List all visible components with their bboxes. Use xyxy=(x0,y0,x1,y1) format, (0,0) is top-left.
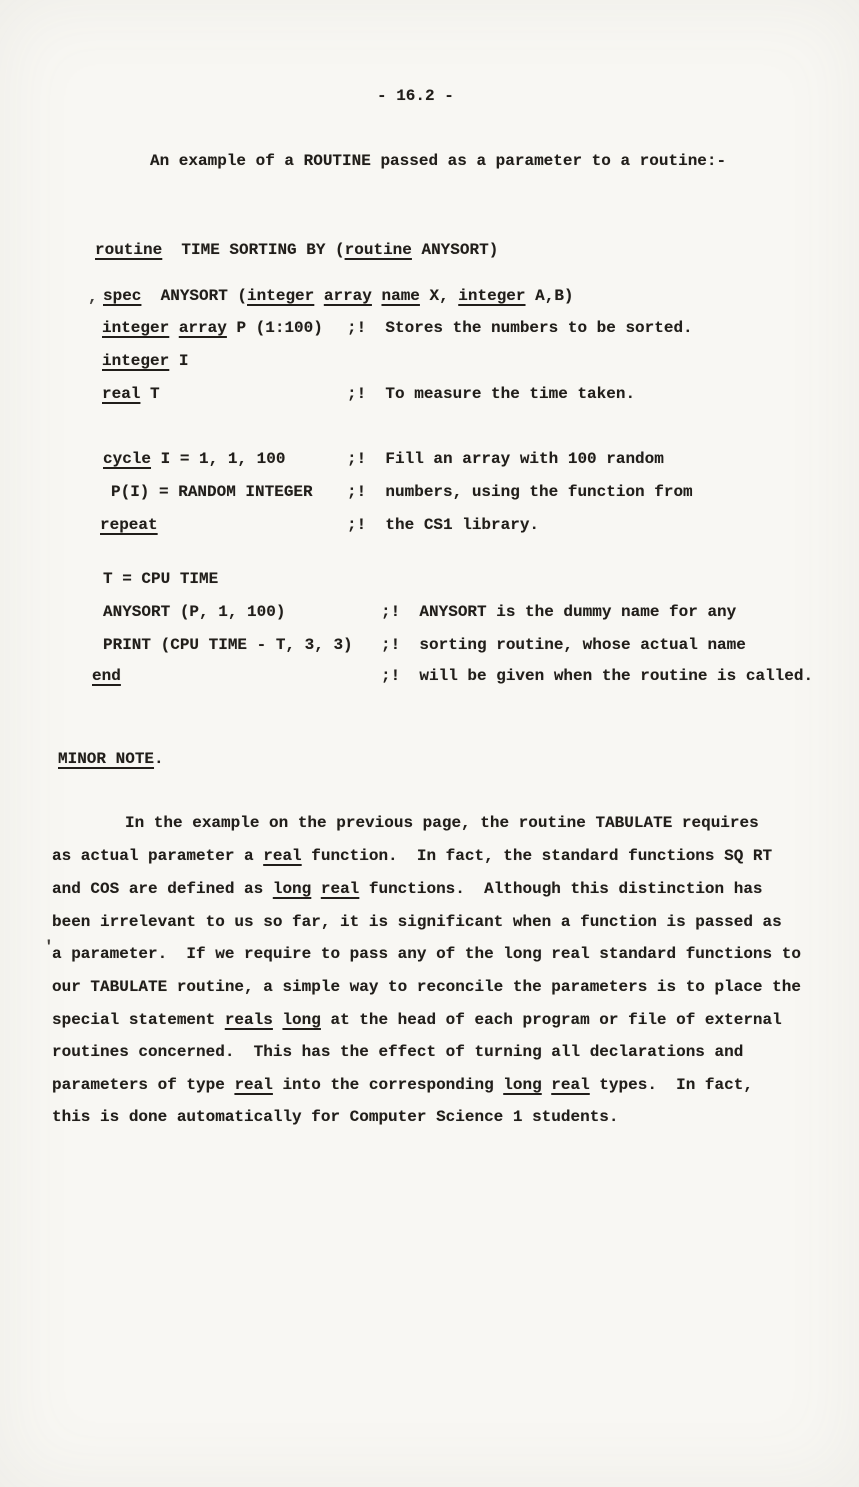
code-line xyxy=(95,240,498,261)
paragraph-line xyxy=(52,977,801,998)
minor-note-heading-text: MINOR NOTE xyxy=(58,750,155,768)
text-segment: ANYSORT (P, 1, 100) xyxy=(103,603,286,621)
code-comment: ;! sorting routine, whose actual name xyxy=(381,636,746,654)
underlined-keyword: long xyxy=(282,1011,321,1029)
underlined-keyword: name xyxy=(381,287,420,305)
code-line xyxy=(103,286,574,307)
paragraph-line xyxy=(52,846,772,867)
underlined-keyword: real xyxy=(551,1076,590,1094)
text-segment: into the corresponding xyxy=(272,1076,504,1094)
text-segment: at the head of each program or file of external xyxy=(320,1011,782,1029)
paragraph-line xyxy=(52,1075,753,1096)
underlined-keyword: array xyxy=(178,319,227,337)
text-segment xyxy=(542,1076,552,1094)
paragraph-line xyxy=(52,879,763,900)
code-comment: ;! will be given when the routine is called. xyxy=(381,667,814,685)
underlined-keyword: long xyxy=(272,880,312,898)
code-line xyxy=(102,318,323,339)
underlined-keyword: end xyxy=(92,667,121,685)
text-segment: X, xyxy=(419,287,459,305)
code-line xyxy=(92,666,121,687)
page-number: - 16.2 - xyxy=(377,87,454,105)
code-line xyxy=(102,384,160,405)
underlined-keyword: repeat xyxy=(100,516,158,534)
code-comment: ;! the CS1 library. xyxy=(347,516,540,534)
text-segment: T xyxy=(140,385,160,403)
text-segment: ANYSORT) xyxy=(411,241,499,259)
paragraph-line xyxy=(52,1107,619,1128)
text-segment: PRINT (CPU TIME - T, 3, 3) xyxy=(103,636,353,654)
text-segment: TIME SORTING BY ( xyxy=(162,241,345,259)
code-comment: ;! numbers, using the function from xyxy=(347,483,693,501)
text-segment: P (1:100) xyxy=(226,319,323,337)
text-segment: A,B) xyxy=(525,287,574,305)
text-segment: T = CPU TIME xyxy=(103,570,219,588)
text-segment xyxy=(314,287,324,305)
text-segment xyxy=(311,880,321,898)
text-segment: this is done automatically for Computer Science 1 students. xyxy=(52,1108,619,1126)
underlined-keyword: routine xyxy=(344,241,412,259)
text-segment xyxy=(169,319,179,337)
underlined-keyword: routine xyxy=(95,241,163,259)
underlined-keyword: spec xyxy=(103,287,142,305)
underlined-keyword: integer xyxy=(102,319,170,337)
paragraph-line xyxy=(52,944,801,965)
underlined-keyword: real xyxy=(263,847,302,865)
code-line xyxy=(100,515,158,536)
text-segment: In the example on the previous page, the routine TABULATE requires xyxy=(125,814,759,832)
code-comment: ;! To measure the time taken. xyxy=(347,385,636,403)
stray-mark: , xyxy=(88,288,98,306)
underlined-keyword: long xyxy=(503,1076,542,1094)
underlined-keyword: real xyxy=(102,385,141,403)
text-segment: special statement xyxy=(52,1011,225,1029)
paragraph-line xyxy=(52,1010,782,1031)
text-segment: P(I) = RANDOM INTEGER xyxy=(111,483,313,501)
text-segment: functions. Although this distinction has xyxy=(359,880,763,898)
code-comment: ;! Fill an array with 100 random xyxy=(347,450,664,468)
text-segment: I = 1, 1, 100 xyxy=(151,450,286,468)
text-segment: ANYSORT ( xyxy=(141,287,248,305)
text-segment: types. In fact, xyxy=(589,1076,753,1094)
underlined-keyword: reals xyxy=(224,1011,273,1029)
text-segment: and COS are defined as xyxy=(52,880,273,898)
underlined-keyword: real xyxy=(320,880,360,898)
underlined-keyword: integer xyxy=(247,287,315,305)
text-segment: function. In fact, the standard functions SQ RT xyxy=(301,847,773,865)
code-line xyxy=(103,449,285,470)
code-line xyxy=(103,635,353,656)
underlined-keyword: real xyxy=(234,1076,273,1094)
code-line xyxy=(103,569,218,590)
underlined-keyword: integer xyxy=(102,352,170,370)
text-segment: been irrelevant to us so far, it is significant when a function is passed as xyxy=(52,913,782,931)
code-line xyxy=(103,602,285,623)
code-line xyxy=(111,482,313,503)
paragraph-line xyxy=(125,813,759,834)
code-comment: ;! Stores the numbers to be sorted. xyxy=(347,319,693,337)
text-segment: parameters of type xyxy=(52,1076,235,1094)
text-segment: I xyxy=(169,352,189,370)
intro-line: An example of a ROUTINE passed as a parameter to a routine:- xyxy=(150,152,727,170)
underlined-keyword: array xyxy=(323,287,372,305)
text-segment: a parameter. If we require to pass any of the long real standard functions to xyxy=(52,945,801,963)
text-segment: as actual parameter a xyxy=(52,847,264,865)
code-line xyxy=(102,351,188,372)
paragraph-line xyxy=(52,1042,743,1063)
text-segment xyxy=(273,1011,283,1029)
minor-note-heading-period: . xyxy=(154,750,164,768)
minor-note-heading xyxy=(58,750,164,768)
text-segment: our TABULATE routine, a simple way to reconcile the parameters is to place the xyxy=(52,978,801,996)
stray-mark: ' xyxy=(44,938,54,956)
paragraph-line xyxy=(52,912,782,933)
text-segment: routines concerned. This has the effect of turning all declarations and xyxy=(52,1043,744,1061)
underlined-keyword: cycle xyxy=(103,450,152,468)
code-comment: ;! ANYSORT is the dummy name for any xyxy=(381,603,737,621)
underlined-keyword: integer xyxy=(458,287,526,305)
